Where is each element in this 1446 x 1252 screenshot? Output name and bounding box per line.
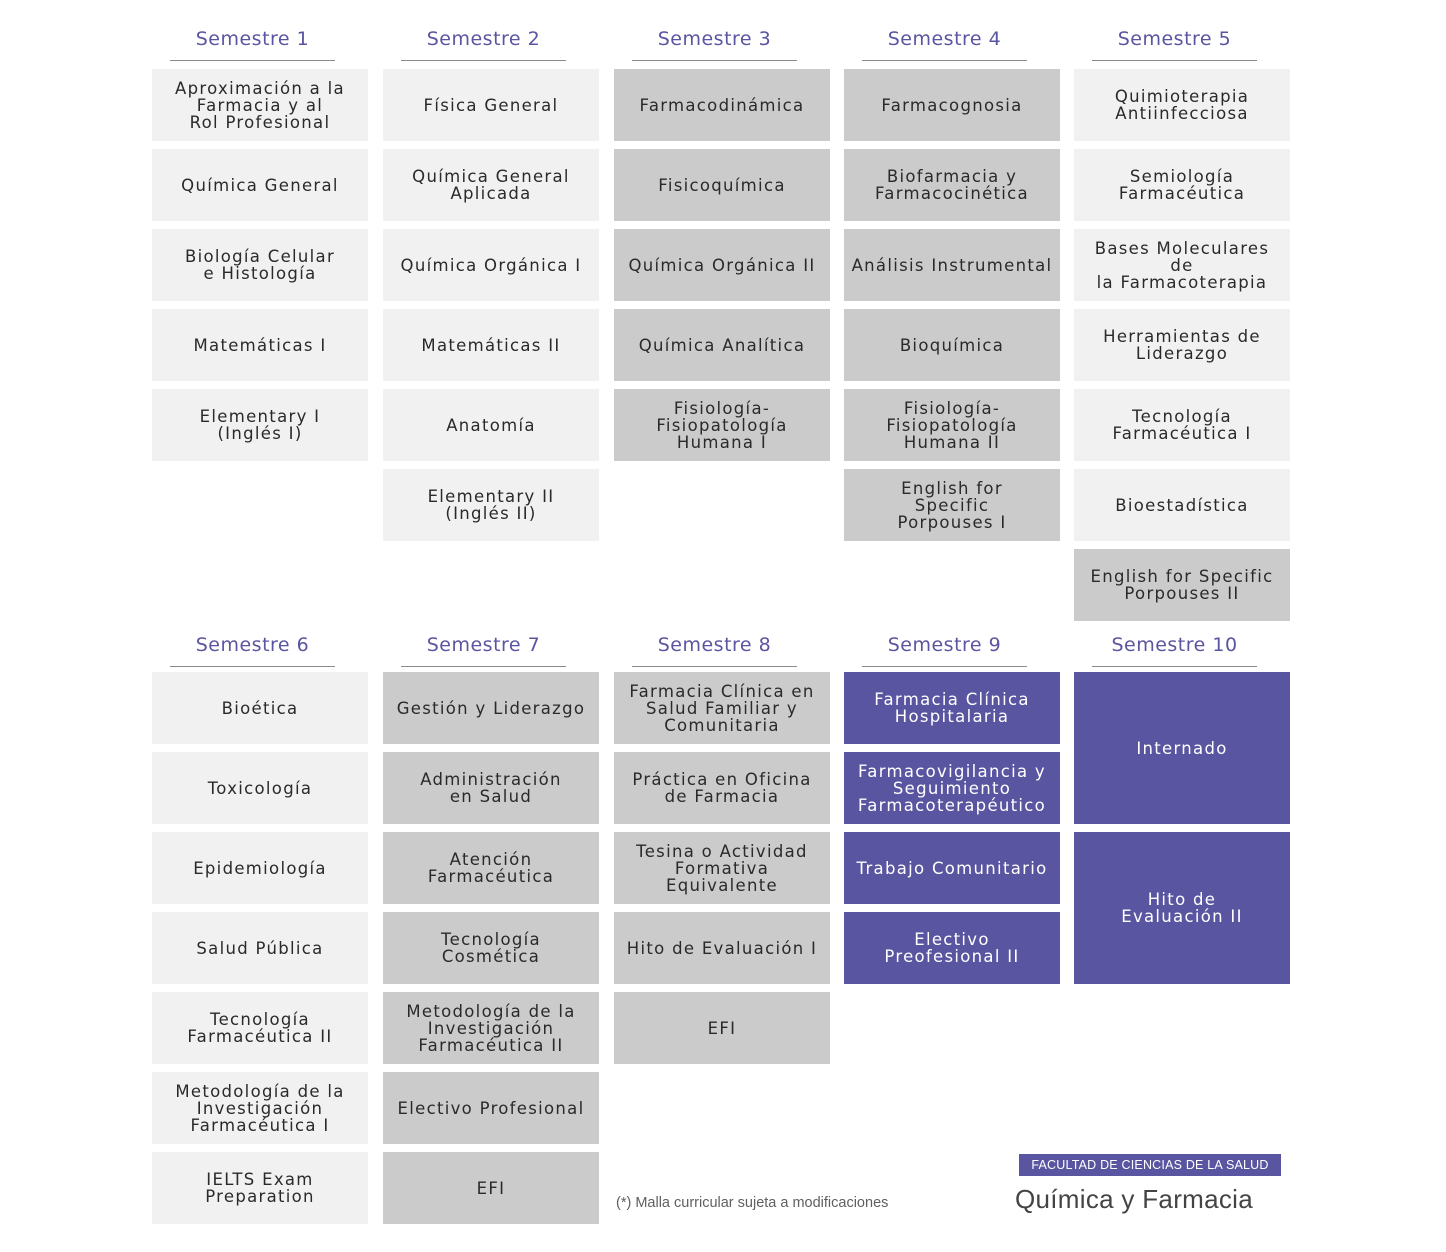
semester-underline: [632, 60, 797, 61]
course-name: Gestión y Liderazgo: [396, 698, 586, 718]
semester-underline: [170, 60, 335, 61]
course-box: [844, 832, 1060, 904]
course-name: Análisis Instrumental: [851, 255, 1053, 275]
course-name: Bioestadística: [1115, 495, 1249, 515]
course-name: Farmacia Clínica Hospitalaria: [874, 690, 1030, 726]
footnote: (*) Malla curricular sujeta a modificaciones: [616, 1195, 889, 1211]
course-box: [844, 672, 1060, 744]
course-name: Matemáticas I: [193, 335, 327, 355]
course-box: [1074, 69, 1290, 141]
course-box: [152, 229, 368, 301]
course-box: [1074, 149, 1290, 221]
course-name: Farmacia Clínica en Salud Familiar y Comunitaria: [629, 681, 815, 735]
course-name: Electivo Preofesional II: [884, 930, 1020, 966]
semester-header: [1092, 28, 1257, 50]
course-name: Biología Celular e Histología: [184, 247, 336, 283]
course-name: Química Orgánica II: [628, 255, 816, 275]
course-name: Toxicología: [207, 778, 313, 798]
course-box: [152, 672, 368, 744]
semester-title: Semestre 10: [1111, 634, 1238, 656]
course-box: [844, 69, 1060, 141]
course-name: Bioética: [221, 698, 299, 718]
course-name: Matemáticas II: [421, 335, 561, 355]
course-box: [152, 1072, 368, 1144]
course-box: [152, 149, 368, 221]
course-box: [1074, 672, 1290, 824]
course-name: Tecnología Farmacéutica I: [1112, 407, 1252, 443]
program-title: Química y Farmacia: [1015, 1184, 1254, 1214]
semester-underline: [401, 666, 566, 667]
course-box: [614, 309, 830, 381]
semester-title: Semestre 5: [1117, 28, 1232, 50]
course-name: Internado: [1136, 738, 1228, 758]
course-name: EFI: [707, 1018, 737, 1038]
course-name: Hito de Evaluación II: [1121, 890, 1243, 926]
semester-header: [632, 634, 797, 656]
course-box: [844, 309, 1060, 381]
course-box: [1074, 229, 1290, 301]
course-box: [844, 469, 1060, 541]
semester-underline: [1092, 666, 1257, 667]
course-box: [614, 912, 830, 984]
course-name: IELTS Exam Preparation: [205, 1170, 315, 1206]
course-box: [152, 1152, 368, 1224]
course-name: English for Specific Porpouses I: [897, 478, 1007, 532]
semester-header: [862, 28, 1027, 50]
course-box: [152, 389, 368, 461]
course-name: Física General: [423, 95, 559, 115]
semester-header: [401, 28, 566, 50]
course-box: [1074, 832, 1290, 984]
semester-underline: [1092, 60, 1257, 61]
course-box: [383, 309, 599, 381]
course-name: Electivo Profesional: [397, 1098, 585, 1118]
course-name: Tecnología Cosmética: [441, 930, 541, 966]
course-name: Semiología Farmacéutica: [1118, 167, 1246, 203]
course-name: Farmacodinámica: [639, 95, 805, 115]
course-box: [614, 389, 830, 461]
course-box: [844, 389, 1060, 461]
semester-header: [1092, 634, 1257, 656]
semester-header: [170, 28, 335, 50]
semester-underline: [170, 666, 335, 667]
course-box: [383, 912, 599, 984]
course-name: Química General: [181, 175, 339, 195]
semester-title: Semestre 1: [195, 28, 310, 50]
course-box: [844, 229, 1060, 301]
semester-title: Semestre 6: [195, 634, 310, 656]
course-box: [152, 912, 368, 984]
semester-underline: [862, 666, 1027, 667]
course-box: [614, 229, 830, 301]
course-name: Química Orgánica I: [400, 255, 582, 275]
course-box: [844, 149, 1060, 221]
course-name: Quimioterapia Antiinfecciosa: [1114, 87, 1250, 123]
semester-header: [632, 28, 797, 50]
course-box: [614, 672, 830, 744]
semester-header: [862, 634, 1027, 656]
course-box: [1074, 389, 1290, 461]
course-name: Biofarmacia y Farmacocinética: [875, 167, 1029, 203]
course-name: Farmacovigilancia y Seguimiento Farmacoterapéutico: [857, 761, 1047, 815]
course-name: Hito de Evaluación I: [626, 938, 818, 958]
course-name: Fisiología- Fisiopatología Humana II: [886, 398, 1018, 452]
course-name: Fisiología- Fisiopatología Humana I: [656, 398, 788, 452]
course-name: Salud Pública: [196, 938, 324, 958]
course-name: Elementary II (Inglés II): [427, 487, 555, 523]
course-name: English for Specific Porpouses II: [1090, 567, 1274, 603]
course-name: Anatomía: [446, 415, 536, 435]
course-box: [383, 469, 599, 541]
course-box: [1074, 469, 1290, 541]
course-name: Aproximación a la Farmacia y al Rol Profesional: [175, 78, 345, 132]
course-name: Metodología de la Investigación Farmacéutica I: [175, 1081, 345, 1135]
course-box: [152, 309, 368, 381]
course-box: [1074, 309, 1290, 381]
course-name: Práctica en Oficina de Farmacia: [632, 770, 812, 806]
semester-title: Semestre 2: [426, 28, 541, 50]
course-name: Bioquímica: [899, 335, 1005, 355]
semester-underline: [401, 60, 566, 61]
course-name: Bases Moleculares de la Farmacoterapia: [1094, 238, 1270, 292]
faculty-badge: FACULTAD DE CIENCIAS DE LA SALUD: [1019, 1154, 1281, 1176]
semester-underline: [862, 60, 1027, 61]
course-box: [383, 832, 599, 904]
course-box: [614, 992, 830, 1064]
course-box: [383, 149, 599, 221]
course-box: [152, 752, 368, 824]
course-name: Elementary I (Inglés I): [199, 407, 321, 443]
course-name: Trabajo Comunitario: [856, 858, 1048, 878]
course-name: Administración en Salud: [420, 770, 562, 806]
course-name: EFI: [476, 1178, 506, 1198]
course-box: [614, 69, 830, 141]
course-box: [152, 69, 368, 141]
course-box: [844, 752, 1060, 824]
course-name: Farmacognosia: [881, 95, 1023, 115]
course-box: [614, 149, 830, 221]
course-box: [383, 69, 599, 141]
course-box: [1074, 549, 1290, 621]
course-name: Química General Aplicada: [412, 167, 570, 203]
course-box: [383, 229, 599, 301]
semester-title: Semestre 7: [426, 634, 541, 656]
semester-header: [170, 634, 335, 656]
course-box: [383, 672, 599, 744]
course-name: Tecnología Farmacéutica II: [187, 1010, 333, 1046]
semester-title: Semestre 8: [657, 634, 772, 656]
course-name: Herramientas de Liderazgo: [1103, 327, 1261, 363]
semester-title: Semestre 4: [887, 28, 1002, 50]
course-box: [383, 992, 599, 1064]
course-name: Epidemiología: [193, 858, 327, 878]
course-box: [383, 1152, 599, 1224]
course-box: [614, 752, 830, 824]
semester-underline: [632, 666, 797, 667]
semester-header: [401, 634, 566, 656]
semester-title: Semestre 9: [887, 634, 1002, 656]
course-box: [383, 752, 599, 824]
course-box: [614, 832, 830, 904]
course-box: [152, 832, 368, 904]
course-box: [152, 992, 368, 1064]
course-name: Química Analítica: [638, 335, 806, 355]
course-box: [383, 1072, 599, 1144]
semester-title: Semestre 3: [657, 28, 772, 50]
course-name: Tesina o Actividad Formativa Equivalente: [636, 841, 808, 895]
course-name: Metodología de la Investigación Farmacéutica II: [406, 1001, 576, 1055]
course-name: Atención Farmacéutica: [427, 850, 555, 886]
course-name: Fisicoquímica: [658, 175, 786, 195]
course-box: [383, 389, 599, 461]
course-box: [844, 912, 1060, 984]
